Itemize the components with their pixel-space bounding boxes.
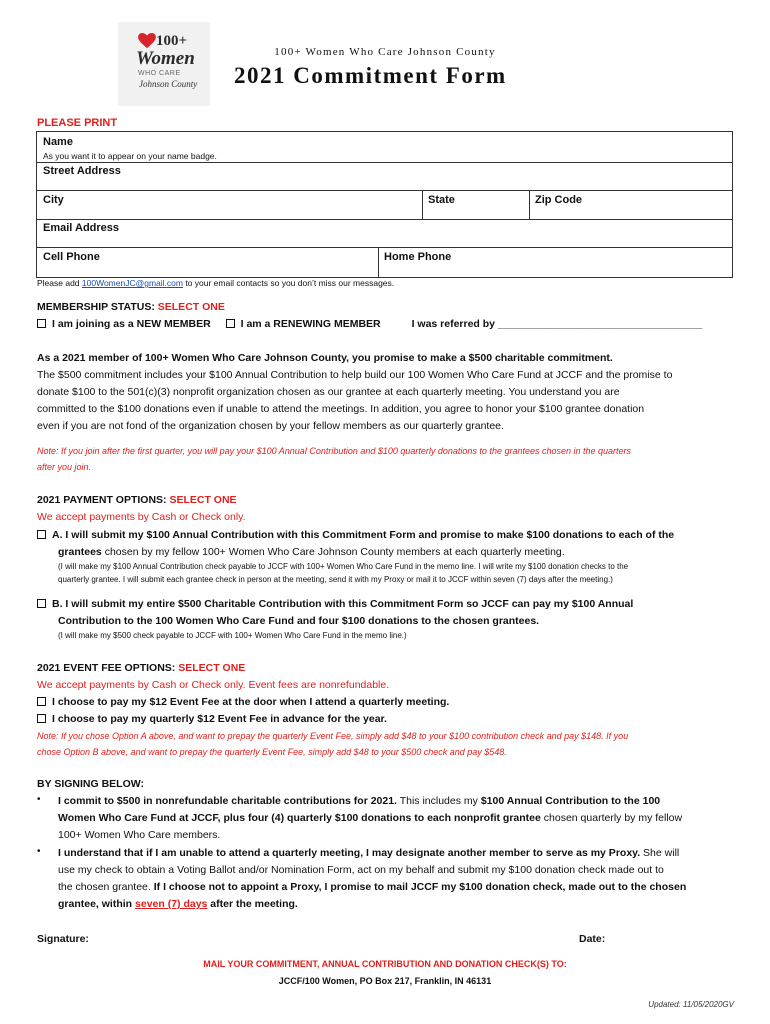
contact-form-grid <box>36 131 733 278</box>
logo <box>118 22 210 106</box>
by-signing-heading: BY SIGNING BELOW: <box>37 778 144 790</box>
seven-days-emphasis: seven (7) days <box>135 898 208 910</box>
commitment-text-2: donate $100 to the 501(c)(3) nonprofit organization chosen as our grantee at each quarterly meeting. You understand you are <box>37 386 620 398</box>
payment-option-b-note: (I will make my $500 check payable to JCCF with 100+ Women Who Care Fund in the memo line.) <box>58 631 407 640</box>
payment-option-a-checkbox[interactable] <box>37 530 46 539</box>
state-field[interactable]: State <box>428 194 455 206</box>
event-fee-accept-note: We accept payments by Cash or Check only. Event fees are nonrefundable. <box>37 679 390 691</box>
logo-text-women: Women <box>136 48 195 69</box>
commitment-heading: As a 2021 member of 100+ Women Who Care Johnson County, you promise to make a $500 charitable commitment. <box>37 352 613 364</box>
name-field[interactable]: Name <box>43 136 73 148</box>
proxy-statement-line1: I understand that if I am unable to attend a quarterly meeting, I may designate another member to serve as my Proxy. She will <box>58 847 680 859</box>
name-note: As you want it to appear on your name badge. <box>43 151 217 161</box>
page-title: 2021 Commitment Form <box>234 63 507 88</box>
payment-option-a-note-2: quarterly grantee. I will submit each grantee check in person at the meeting, send it with my Proxy or mail it to JCCF within seven (7) days after the meeting.) <box>58 575 613 584</box>
payment-accept-note: We accept payments by Cash or Check only. <box>37 511 246 523</box>
proxy-statement-line2: use my check to obtain a Voting Ballot and/or Nomination Form, act on my behalf and submit my $100 donation check made out to <box>58 864 664 876</box>
please-print-label: PLEASE PRINT <box>37 117 118 129</box>
updated-date: Updated: 11/05/2020GV <box>648 1000 734 1009</box>
new-member-checkbox[interactable] <box>37 319 46 328</box>
event-fee-option-door[interactable]: I choose to pay my $12 Event Fee at the door when I attend a quarterly meeting. <box>37 694 449 711</box>
event-fee-option-advance[interactable]: I choose to pay my quarterly $12 Event Fee in advance for the year. <box>37 711 387 728</box>
event-fee-door-checkbox[interactable] <box>37 697 46 706</box>
membership-status-heading: MEMBERSHIP STATUS: SELECT ONE <box>37 301 225 313</box>
mailing-address: JCCF/100 Women, PO Box 217, Franklin, IN 46131 <box>278 976 492 986</box>
commitment-text-3: committed to the $100 donations even if unable to attend the meetings. In addition, you agree to honor your $100 grantee donation <box>37 403 645 415</box>
payment-options-heading: 2021 PAYMENT OPTIONS: SELECT ONE <box>37 494 237 506</box>
event-fee-note-1: Note: If you chose Option A above, and want to prepay the quarterly Event Fee, simply add $48 to your $100 contribution check and pay $148. If you <box>37 731 629 741</box>
bullet-2: • <box>37 846 41 857</box>
zip-code-field[interactable]: Zip Code <box>535 194 583 206</box>
renewing-member-checkbox[interactable] <box>226 319 235 328</box>
bullet-1: • <box>37 794 41 805</box>
payment-option-a-note-1: (I will make my $100 Annual Contribution check payable to JCCF with 100+ Women Who Care Fund in the memo line. I will write my $100 donation checks to the <box>58 562 629 571</box>
payment-option-a[interactable]: A. I will submit my $100 Annual Contribution with this Commitment Form and promise to make $100 donations to each of the <box>37 527 674 544</box>
payment-option-b-checkbox[interactable] <box>37 599 46 608</box>
proxy-statement-line4: grantee, within seven (7) days after the meeting. <box>58 898 298 910</box>
new-member-option[interactable]: I am joining as a NEW MEMBER <box>37 318 211 330</box>
organization-name: 100+ Women Who Care Johnson County <box>274 46 496 58</box>
logo-text-who-care: WHO CARE <box>138 70 181 77</box>
street-address-field[interactable]: Street Address <box>43 165 121 177</box>
payment-option-b[interactable]: B. I will submit my entire $500 Charitable Contribution with this Commitment Form so JCCF can pay my $100 Annual <box>37 596 633 613</box>
join-note-1: Note: If you join after the first quarter, you will pay your $100 Annual Contribution and $100 quarterly donations to the grantees chosen in the quarters <box>37 446 632 456</box>
proxy-statement-line3: the chosen grantee. If I choose not to appoint a Proxy, I promise to mail JCCF my $100 donation check, made out to the chosen <box>58 881 687 893</box>
commitment-text-4: even if you are not fond of the organization chosen by your fellow members as our quarterly grantee. <box>37 420 504 432</box>
renewing-member-option[interactable]: I am a RENEWING MEMBER <box>226 318 381 330</box>
mail-instructions: MAIL YOUR COMMITMENT, ANNUAL CONTRIBUTION AND DONATION CHECK(S) TO: <box>203 959 567 969</box>
logo-text-100: 100+ <box>156 33 188 49</box>
home-phone-field[interactable]: Home Phone <box>384 251 452 263</box>
cell-phone-field[interactable]: Cell Phone <box>43 251 100 263</box>
signature-field[interactable]: Signature: <box>37 933 89 945</box>
join-note-2: after you join. <box>37 462 92 472</box>
event-fee-heading: 2021 EVENT FEE OPTIONS: SELECT ONE <box>37 662 246 674</box>
commit-statement-line1: I commit to $500 in nonrefundable charitable contributions for 2021. This includes my $100 Annual Contribution to the 100 <box>58 795 661 807</box>
commitment-text-1: The $500 commitment includes your $100 Annual Contribution to help build our 100 Women Who Care Fund at JCCF and the promise to <box>37 369 673 381</box>
date-field[interactable]: Date: <box>579 933 606 945</box>
commit-statement-line2: Women Who Care Fund at JCCF, plus four (4) quarterly $100 donations to each nonprofit grantee chosen quarterly by my fellow <box>58 812 683 824</box>
email-link[interactable]: 100WomenJC@gmail.com <box>81 278 183 288</box>
email-address-field[interactable]: Email Address <box>43 222 120 234</box>
email-contacts-note: Please add 100WomenJC@gmail.com to your email contacts so you don’t miss our messages. <box>37 278 395 288</box>
city-field[interactable]: City <box>43 194 64 206</box>
event-fee-advance-checkbox[interactable] <box>37 714 46 723</box>
logo-text-county: Johnson County <box>139 79 198 89</box>
membership-options <box>37 316 737 333</box>
event-fee-note-2: chose Option B above, and want to prepay the quarterly Event Fee, simply add $48 to your $500 check and pay $548. <box>37 747 507 757</box>
referred-by-field[interactable]: I was referred by ___________________________________ <box>411 318 703 330</box>
commit-statement-line3: 100+ Women Who Care members. <box>58 829 221 841</box>
payment-option-b-line2: Contribution to the 100 Women Who Care Fund and four $100 donations to the chosen grantees. <box>58 615 540 627</box>
payment-option-a-line2: grantees chosen by my fellow 100+ Women Who Care Johnson County members at each quarterly meeting. <box>58 546 565 558</box>
